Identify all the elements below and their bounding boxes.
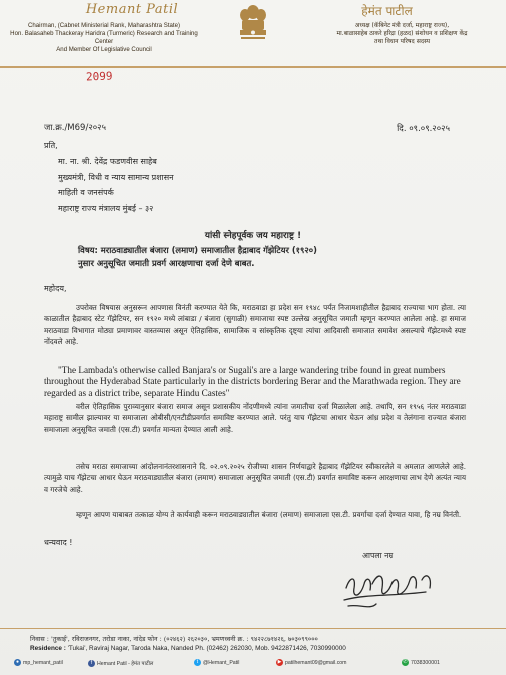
letter-date: दि. ०९.०९.२०२५ — [397, 124, 450, 134]
paragraph: तसेच मराठा समाजाच्या आंदोलनानंतरशासनाने दि. ०२.०९.२०२५ रोजीच्या शासन निर्णयाद्वारे हैद्राबाद गॅझेटियर स्वीकारलेले व अमलात आणलेले आहे. त्यामुळे याच गॅझेटचा आधार घेऊन मराठवाड्यातील बंजारा (लमाण) समाजाला अनुसूचित जमाती (एस.टी) प्रवर्गात समाविष्ट करून आरक्षणाचा लाभ देणे अत्यंत न्याय व गरजेचे आहे. — [44, 462, 466, 494]
letterhead-title-line: तथा विधान परिषद सदस्य — [374, 38, 430, 45]
paragraph: वरील ऐतिहासिक पुराव्यानुसार बंजारा समाज असून प्रशासकीय नोंदणीमध्ये त्यांना जमातीचा दर्जा मिळालेला आहे. तथापि, सन १९५६ नंतर मराठवाडा महाराष्ट्र सामील झाल्यावर या समाजाला ओबीसी/एनटीडीप्रवर्गात समाविष्ट करण्यात आले. परंतु याच गॅझेटचा आधार घेऊन आंध्र प्रदेश व तेलंगाना राज्यात बंजारा समाजाला अनुसूचित जमाती (एस.टी) प्रवर्गात मान्यता देण्यात आली आहे. — [44, 402, 466, 434]
social-label: patilhemant09@gmail.com — [285, 659, 347, 666]
social-links — [14, 658, 494, 670]
gazetteer-quote: "The Lambada's otherwise called Banjara's or Sugali's are a large wandering tribe found in great numbers throughout the Hyderabad State particularly in the districts bordering Berar and the Marathwada region. They are regarded as a district tribe, separate Hindu Castes" — [44, 365, 461, 398]
social-item[interactable] — [88, 659, 153, 667]
social-label: 7038300001 — [411, 659, 440, 666]
youtube-icon: ▶ — [277, 659, 282, 665]
facebook-icon: f — [88, 660, 95, 667]
letterhead-title-line: Hon. Balasaheb Thackeray Haridra (Turmeric) Research and Training Center — [10, 30, 198, 45]
paragraph: उपरोक्त विषयास अनुसरून आपणास विनंती करण्यात येते कि, मराठवाडा हा प्रदेश सन १९४८ पर्यंत निजामशाहीतील हैद्राबाद राज्याचा भाग होता. त्या काळातील हैद्राबाद स्टेट गॅझेटियर, सन १९२० मध्ये लांबाडा / बंजारा (सुगाळी) समाजाचा स्पष्ट उल्लेख अनुसूचित जमाती म्हणून करण्यात आलेला आहे. हा समाज मराठवाडा विभागात मोठ्या प्रमाणावर वास्तव्यास असून ऐतिहासिक, सामाजिक व सांस्कृतिक दृष्ट्या त्यांचा आदिवासी समाजात समावेश असल्याचे गॅझेटमध्ये स्पष्ट नोंदवले आहे. — [44, 303, 466, 346]
handwritten-number: 2099 — [85, 69, 113, 84]
letterhead-title-line: Chairman, (Cabnet Ministerial Rank, Maharashtra State) — [27, 22, 181, 29]
address-line: मा. ना. श्री. देवेंद्र फडणवीस साहेब — [58, 157, 157, 166]
address-line: महाराष्ट्र राज्य मंत्रालय मुंबई – ३२ — [58, 204, 154, 213]
signature-intro: आपला नम्र — [362, 551, 394, 560]
letterhead-name-en: Hemant Patil — [85, 2, 179, 17]
letterhead-title-line: अध्यक्ष (कॅबिनेट मंत्री दर्जा, महाराष्ट्र राज्य), — [354, 22, 450, 29]
social-item[interactable] — [194, 659, 239, 666]
letterhead-title-line: मा.बाळासाहेब ठाकरे हरिद्रा (हळद) संशोधन व प्रशिक्षण केंद्र — [336, 30, 468, 37]
letterhead-title-line: And Member Of Legislative Council — [56, 46, 152, 53]
social-item[interactable] — [14, 659, 63, 666]
closing: धन्यवाद ! — [44, 538, 73, 547]
footer-address: 'Tukai', Raviraj Nagar, Taroda Naka, Nanded Ph. (02462) 262030, Mob. 9422871426, 7030990000 — [67, 645, 346, 652]
social-label: Hemant Patil - हेमंत पाटील — [97, 661, 154, 667]
state-emblem-icon — [236, 2, 270, 52]
salutation: महोदय, — [44, 284, 67, 293]
globe-icon: ● — [15, 659, 20, 665]
address-line: मुख्यमंत्री, विधी व न्याय सामान्य प्रशासन — [58, 173, 174, 182]
prati: प्रति, — [44, 141, 58, 150]
paragraph: म्हणून आपण याबाबत तत्काळ योग्य ते कार्यवाही करून मराठवाड्यातील बंजारा (लमाण) समाजाला एस.टी. प्रवर्गाचा दर्जा देण्यात यावा, हि नम्र विनंती. — [76, 510, 462, 519]
footer-address-en — [30, 645, 346, 652]
subject-line: नुसार अनुसूचित जमाती प्रवर्ग आरक्षणाचा दर्जा देणे बाबत. — [78, 258, 255, 268]
reference-number: जा.क्र./M69/२०२५ — [44, 123, 106, 133]
footer-divider — [0, 628, 506, 629]
social-item[interactable] — [402, 659, 440, 666]
phone-icon: ✆ — [403, 659, 408, 665]
subject — [78, 244, 458, 270]
letterhead-titles-mr — [302, 22, 502, 46]
footer-address-mr: निवास : 'तुकाई', रविराजनगर, तरोडा नाका, नांदेड फोन : (०२४६२) २६२०३०, भ्रमणध्वनी क्र. : ९४२२८७१४२६, ७०३०९९००० — [30, 635, 318, 643]
footer-label: Residence : — [30, 645, 66, 652]
subject-line: विषय: मराठवाड्यातील बंजारा (लमाण) समाजातील हैद्राबाद गॅझेटियर (१९२०) — [78, 245, 317, 255]
address-line: माहिती व जनसंपर्क — [58, 188, 114, 197]
letterhead-name-mr: हेमंत पाटील — [361, 4, 413, 18]
social-item[interactable] — [276, 659, 347, 666]
social-label: @Hemant_Patil — [203, 659, 240, 666]
letterhead-titles-en — [4, 22, 204, 54]
twitter-icon: t — [194, 659, 201, 666]
social-label: mp_hemant_patil — [23, 659, 63, 666]
letterhead — [0, 0, 506, 68]
greeting: यांसी स्नेहपूर्वक जय महाराष्ट्र ! — [204, 231, 302, 241]
